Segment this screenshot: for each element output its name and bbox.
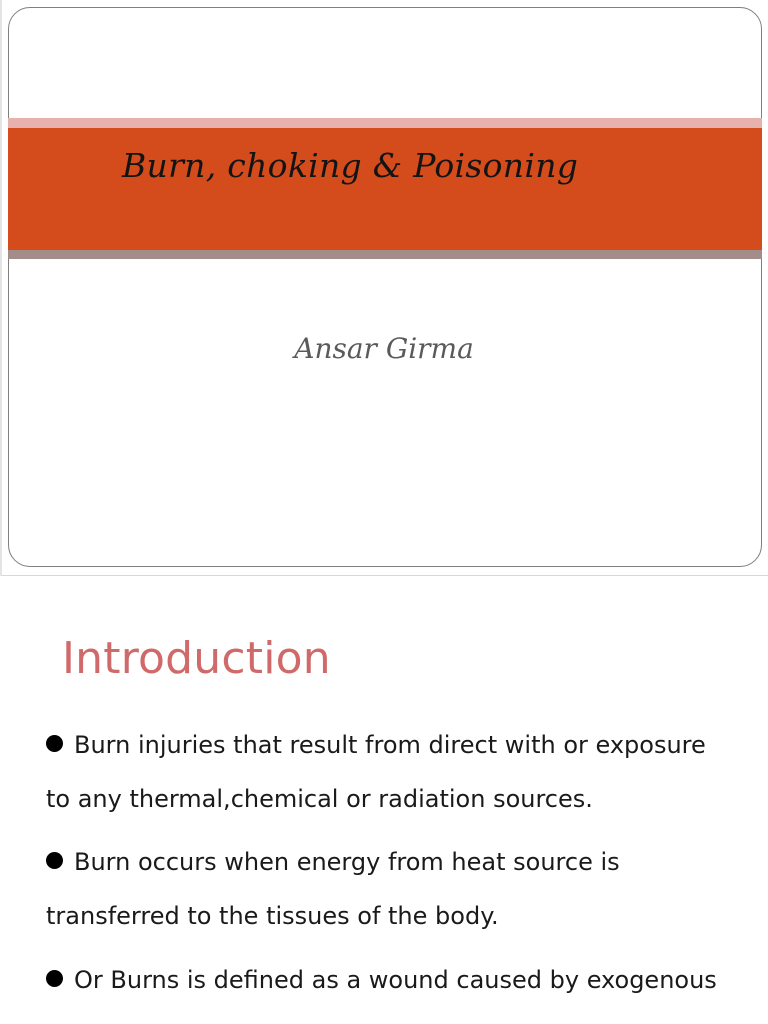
bullet-text: Or Burns is defined as a wound caused by exogenous [74, 966, 717, 994]
section-heading: Introduction [62, 633, 331, 684]
slide-author: Ansar Girma [294, 332, 474, 365]
title-band-bottom-stripe [8, 250, 762, 259]
bullet-icon [46, 852, 63, 869]
slide-edge [0, 0, 2, 576]
bullet-list [0, 577, 768, 1024]
bullet-item [46, 718, 726, 826]
bullet-icon [46, 970, 63, 987]
title-band-top-stripe [8, 118, 762, 128]
slide-frame [8, 7, 762, 567]
bullet-item [46, 835, 726, 943]
bullet-item [46, 953, 726, 1007]
introduction-slide [0, 577, 768, 1024]
bullet-text: Burn occurs when energy from heat source is transferred to the tissues of the body. [46, 848, 620, 930]
bullet-icon [46, 735, 63, 752]
bullet-text: Burn injuries that result from direct with or exposure to any thermal,chemical or radiation sources. [46, 731, 706, 813]
slide-title: Burn, choking & Poisoning [122, 146, 579, 185]
